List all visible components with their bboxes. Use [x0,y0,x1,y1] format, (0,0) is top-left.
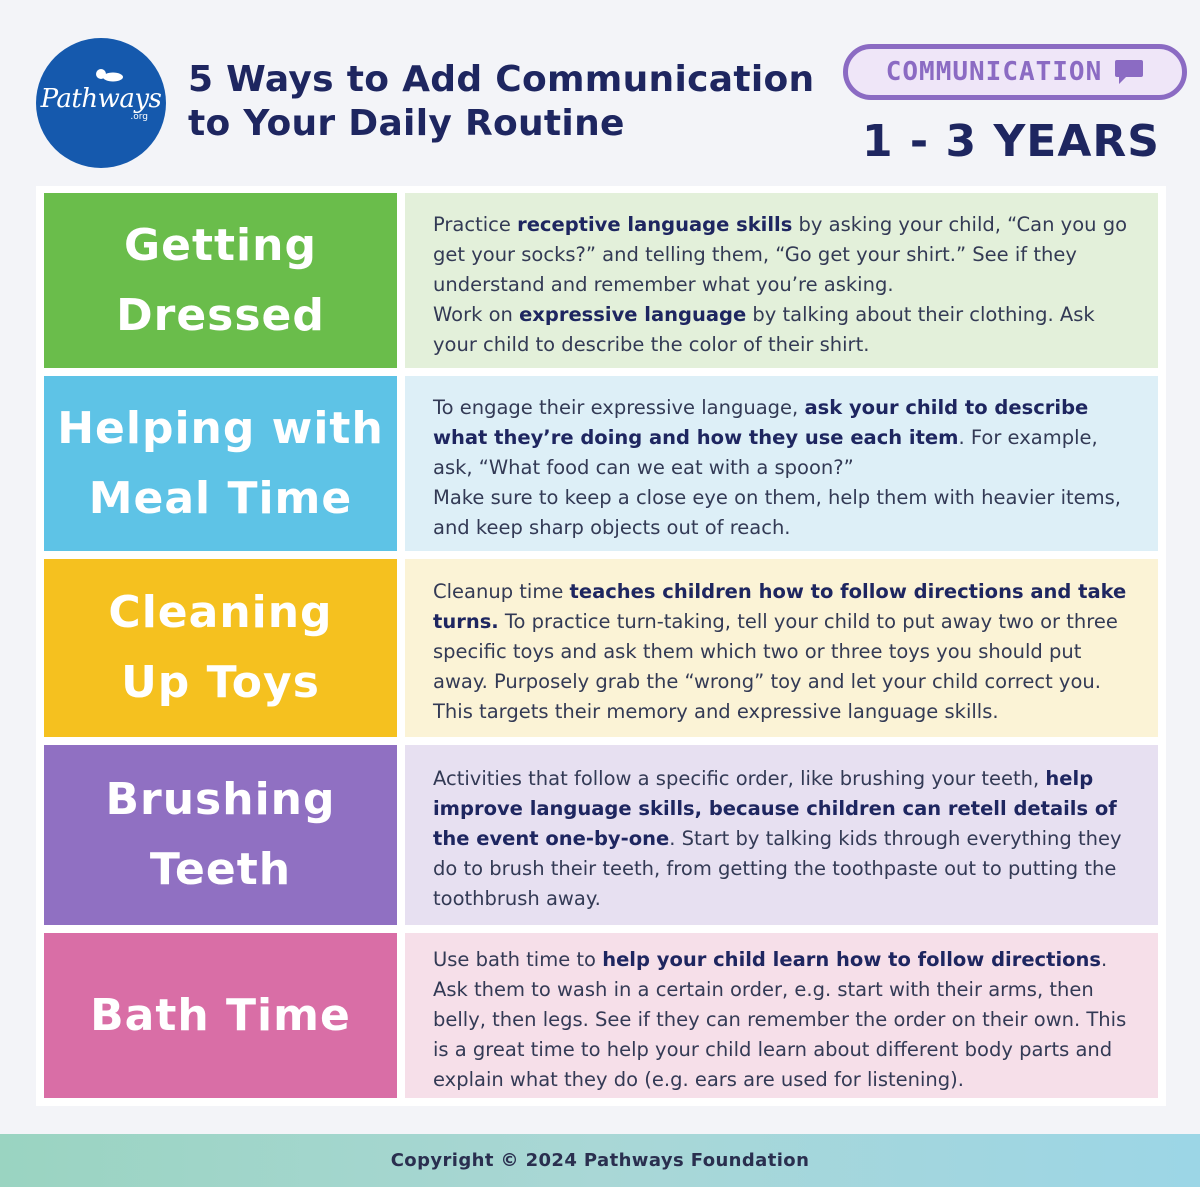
copyright-text: Copyright © 2024 Pathways Foundation [390,1150,810,1171]
baby-icon [94,68,124,82]
emphasis-text: help improve language skills, because children can retell details of the event one-by-one [433,767,1117,850]
description-bath-time [405,933,1158,1098]
title-line-2: to Your Daily Routine [188,103,625,144]
description-text [433,764,1140,914]
pathways-logo[interactable] [36,38,166,168]
category-label [90,981,351,1051]
emphasis-text: teaches children how to follow directions and take turns. [433,580,1127,633]
category-bath-time [44,933,397,1098]
body-text: . Start by talking kids through everything they do to brush their teeth, from getting the toothpaste out to putting the toothbrush away. [433,827,1122,910]
category-label [106,765,336,905]
badge-label: COMMUNICATION [885,57,1103,87]
logo-wordmark: Pathways [40,84,162,114]
category-label [116,211,325,351]
header [0,0,1200,185]
row-cleaning-toys [44,559,1158,737]
body-text: Work on [433,302,520,326]
description-brushing-teeth [405,745,1158,925]
row-getting-dressed [44,193,1158,368]
description-text [433,577,1140,727]
body-text: by talking about their clothing. Ask your child to describe the color of their shirt. [433,302,1095,356]
category-getting-dressed [44,193,397,368]
category-label [108,578,332,718]
speech-bubble-icon [1114,58,1144,86]
body-text: To engage their expressive language, [433,395,805,419]
logo-domain: .org [130,112,148,122]
category-label-line: Bath Time [90,989,351,1041]
category-badge [843,44,1187,100]
category-label-line: Helping with [57,402,384,454]
category-label-line: Dressed [116,289,325,341]
description-getting-dressed [405,193,1158,368]
category-label-line: Teeth [149,844,292,895]
body-text: Make sure to keep a close eye on them, help them with heavier items, and keep sharp objects out of reach. [433,485,1122,539]
category-brushing-teeth [44,745,397,925]
body-text: by asking your child, “Can you go get your socks?” and telling them, “Go get your shirt.” See if they understand and remember what you’re asking. [433,212,1128,296]
row-bath-time [44,933,1158,1098]
category-label-line: Up Toys [121,657,320,708]
category-label-line: Meal Time [88,472,353,524]
category-label [57,394,384,534]
body-text: To practice turn-taking, tell your child to put away two or three specific toys and ask them which two or three toys you should put away. Purposely grab the “wrong” toy and let your child correct you. This targets their memory and expressive language skills. [433,610,1118,723]
title-line-1: 5 Ways to Add Communication [188,59,815,100]
category-cleaning-toys [44,559,397,737]
emphasis-text: ask your child to describe what they’re doing and how they use each item [433,395,1089,449]
description-cleaning-toys [405,559,1158,737]
page-title [188,58,838,146]
description-text [433,393,1140,543]
description-text [433,210,1140,360]
age-range: 1 - 3 YEARS [862,116,1160,167]
body-text: . Ask them to wash in a certain order, e.g. start with their arms, then belly, then legs. See if they can remember the order on their own. This is a great time to help your child learn about different body parts and explain what they do (e.g. ears are used for listening). [433,947,1127,1091]
category-label-line: Brushing [105,774,336,825]
body-text: Cleanup time [433,580,570,603]
emphasis-text: help your child learn how to follow directions [602,947,1102,971]
category-label-line: Getting [124,219,317,271]
body-text: Practice [433,212,518,236]
category-label-line: Cleaning [108,587,333,638]
row-meal-time [44,376,1158,551]
body-text: . For example, ask, “What food can we eat with a spoon?” [433,425,1098,479]
category-meal-time [44,376,397,551]
description-text [433,945,1140,1095]
body-text: Use bath time to [433,947,603,971]
emphasis-text: receptive language skills [517,212,793,236]
activities-table [36,186,1166,1106]
body-text: Activities that follow a specific order, like brushing your teeth, [433,767,1046,790]
footer [0,1134,1200,1187]
emphasis-text: expressive language [519,302,747,326]
description-meal-time [405,376,1158,551]
row-brushing-teeth [44,745,1158,925]
